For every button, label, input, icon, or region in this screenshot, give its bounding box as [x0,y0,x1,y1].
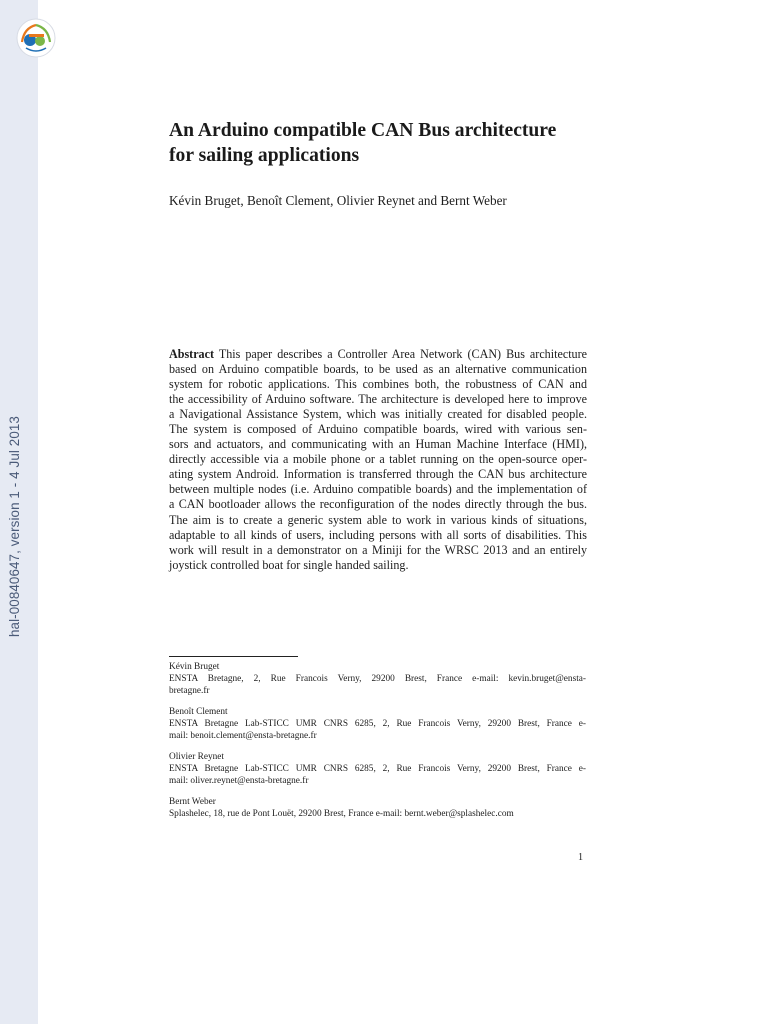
abstract-line: a Navigational Assistance System, which was initially created for disabled people. [169,407,587,422]
abstract-line: directly accessible via a mobile phone or a tablet running on the open-source oper- [169,452,587,467]
abstract-line: The system is composed of Arduino compatible boards, wired with various sen- [169,422,587,437]
abstract-line: based on Arduino compatible boards, to be used as an alternative communication [169,362,587,377]
title-line: for sailing applications [169,145,360,166]
affiliation-line: ENSTA Bretagne Lab-STICC UMR CNRS 6285, 2, Rue Francois Verny, 29200 Brest, France e- [169,764,586,775]
affiliation-entry [169,706,586,743]
abstract-line: work will result in a demonstrator on a Miniji for the WRSC 2013 and an entirely [169,542,587,557]
title-line: An Arduino compatible CAN Bus architecture [169,120,557,141]
affiliation-line: mail: oliver.reynet@ensta-bretagne.fr [169,776,309,787]
author-list: Kévin Bruget, Benoît Clement, Olivier Reynet and Bernt Weber [169,193,507,208]
abstract-line: sors and actuators, and communicating with an Human Machine Interface (HMI), [169,437,587,452]
abstract-label: Abstract [169,347,215,361]
abstract-line: a CAN bootloader allows the reconfiguration of the nodes directly through the bus. [169,497,587,512]
affiliation-line: ENSTA Bretagne Lab-STICC UMR CNRS 6285, 2, Rue Francois Verny, 29200 Brest, France e- [169,719,586,730]
affiliation-entry [169,661,586,698]
abstract-text: This paper describes a Controller Area Network (CAN) Bus architecture [218,347,587,361]
abstract-line: The aim is to create a generic system able to work in various kinds of situations, [169,512,587,527]
affiliation-author: Kévin Bruget [169,662,220,672]
hal-archive-logo-icon [16,18,56,58]
affiliation-line: mail: benoit.clement@ensta-bretagne.fr [169,731,317,742]
affiliation-line: bretagne.fr [169,686,210,697]
affiliation-entry [169,751,586,788]
affiliation-author: Olivier Reynet [169,752,224,762]
abstract-line: joystick controlled boat for single handed sailing. [169,557,409,572]
affiliation-line: Splashelec, 18, rue de Pont Louët, 29200 Brest, France e-mail: bernt.weber@splashelec.com [169,809,514,820]
affiliation-author: Bernt Weber [169,797,216,807]
affiliation-entry [169,796,586,820]
abstract-line: the accessibility of Arduino software. The architecture is developed here to improve [169,392,587,407]
abstract-line: ating system Android. Information is transferred through the CAN bus architecture [169,467,587,482]
abstract-line [169,347,587,362]
footnote-rule [169,656,298,657]
page-number: 1 [578,852,584,863]
hal-identifier: hal-00840647, version 1 - 4 Jul 2013 [7,416,22,637]
paper-title [169,118,609,168]
affiliation-author: Benoît Clement [169,707,228,717]
affiliation-line: ENSTA Bretagne, 2, Rue Francois Verny, 29200 Brest, France e-mail: kevin.bruget@ensta- [169,674,586,685]
abstract [169,347,587,573]
abstract-line: adaptable to all kinds of users, including persons with all sorts of disabilities. This [169,527,587,542]
abstract-line: system for robotic applications. This combines both, the robustness of CAN and [169,377,587,392]
abstract-line: between multiple nodes (i.e. Arduino compatible boards) and the implementation of [169,482,587,497]
